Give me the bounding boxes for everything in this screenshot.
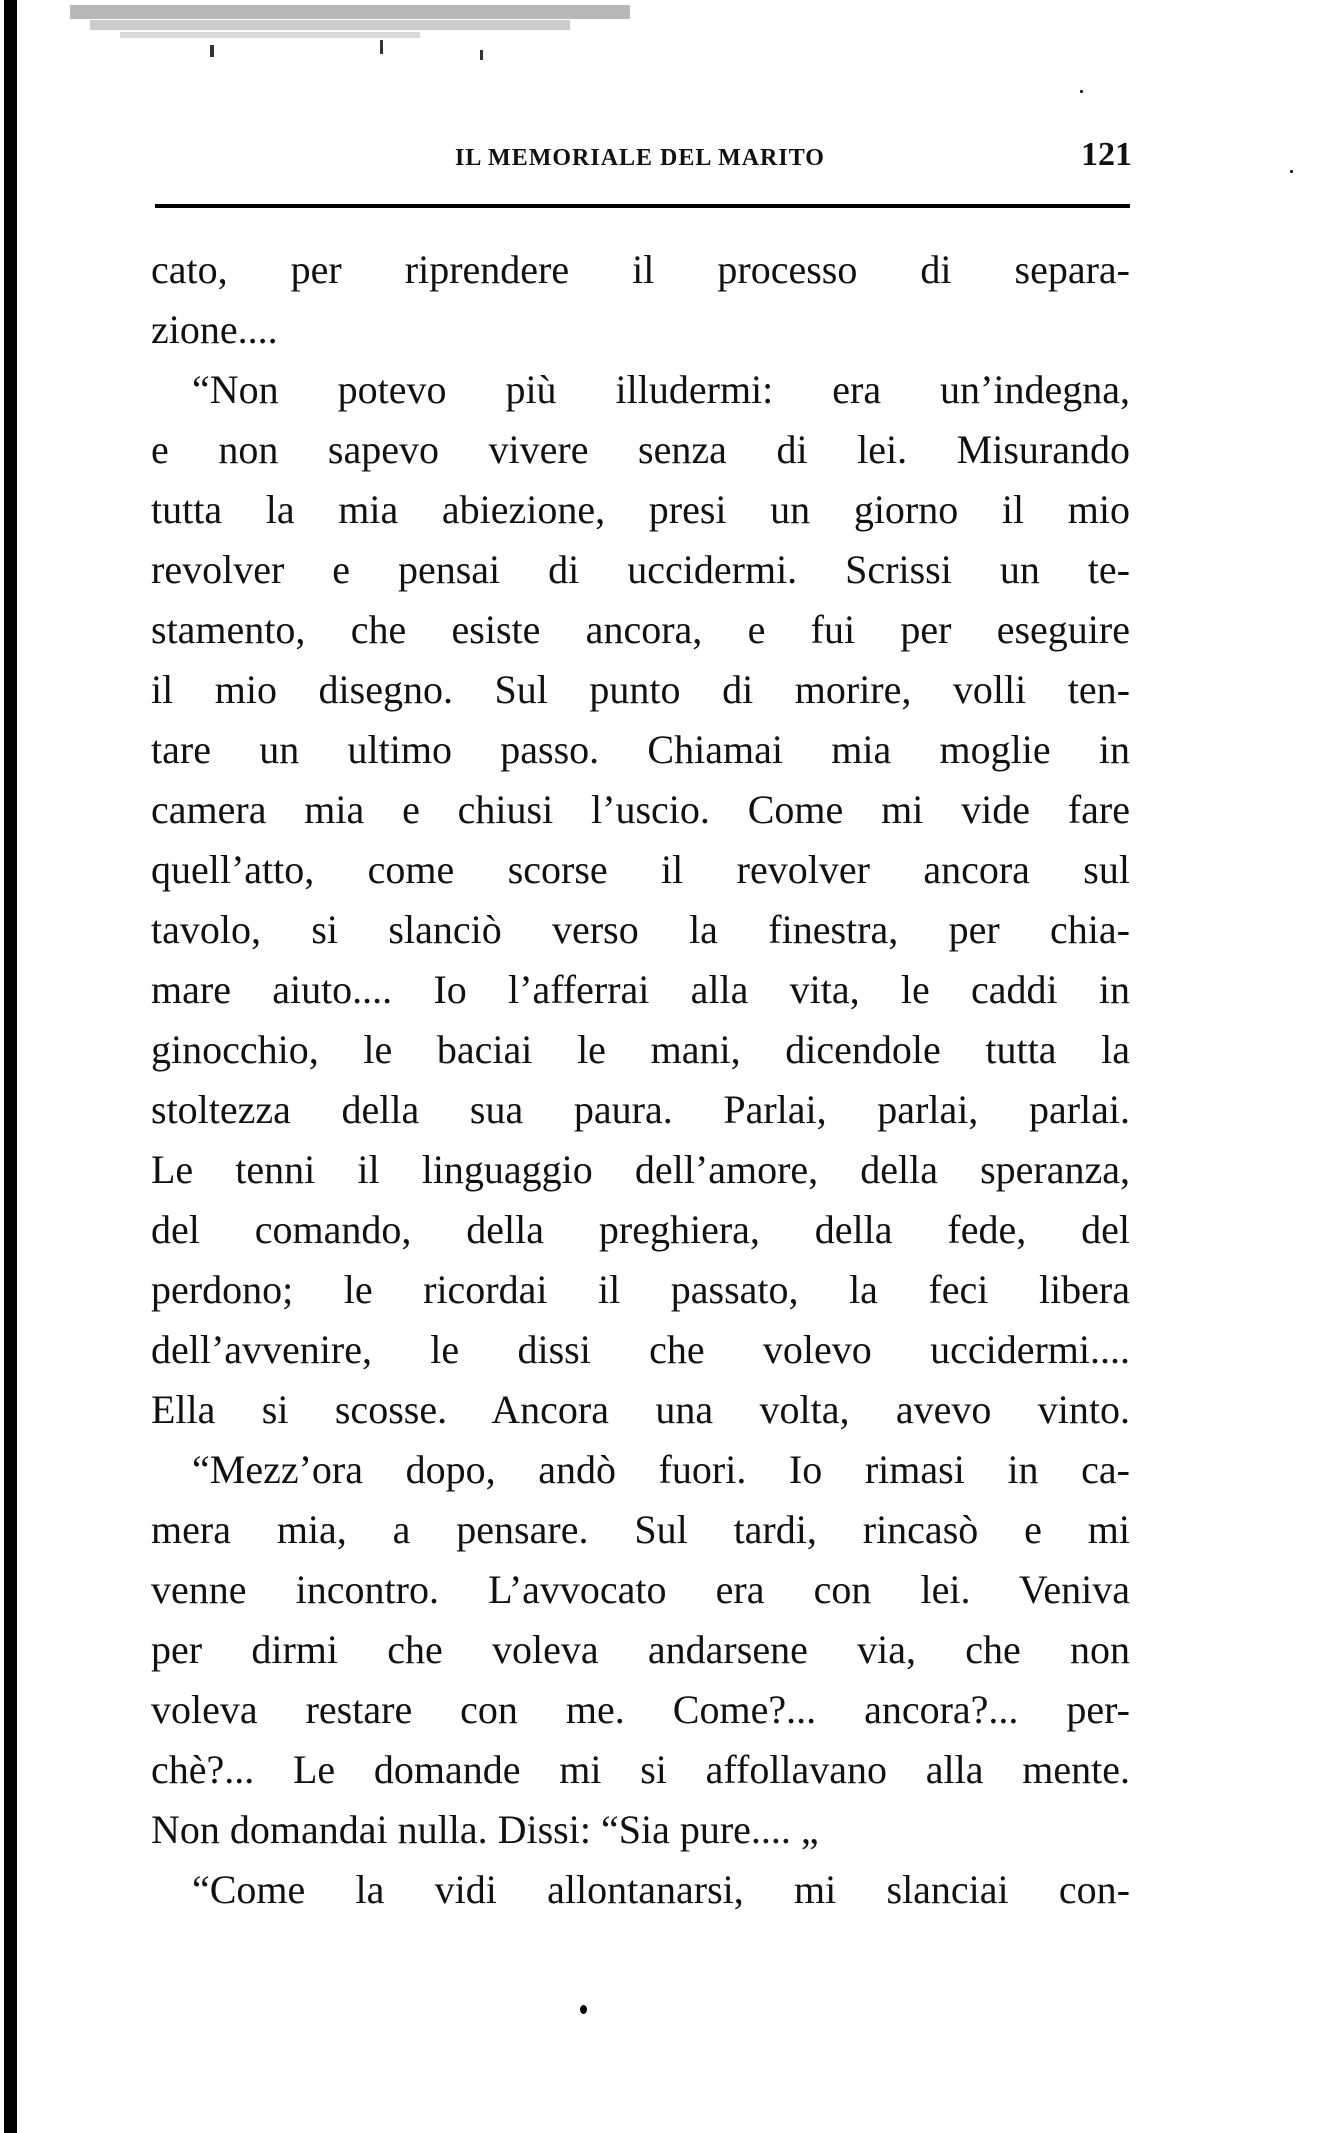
text-line: Non domandai nulla. Dissi: “Sia pure.... „ — [151, 1807, 819, 1852]
text-line: Ella si scosse. Ancora una volta, avevo vinto. — [151, 1387, 1130, 1432]
text-line: ginocchio, le baciai le mani, dicendole tutta la — [151, 1027, 1130, 1072]
text-line: stoltezza della sua paura. Parlai, parlai, parlai. — [151, 1087, 1130, 1132]
text-line: “Mezz’ora dopo, andò fuori. Io rimasi in ca- — [192, 1447, 1130, 1492]
text-line: “Come la vidi allontanarsi, mi slanciai con- — [192, 1867, 1130, 1912]
text-line: chè?... Le domande mi si affollavano alla mente. — [151, 1747, 1130, 1792]
text-line: il mio disegno. Sul punto di morire, volli ten- — [151, 667, 1130, 712]
page-number: 121 — [1081, 136, 1132, 173]
text-line: del comando, della preghiera, della fede, del — [151, 1207, 1130, 1252]
scan-speck — [1080, 90, 1083, 93]
text-line: “Non potevo più illudermi: era un’indegna, — [192, 367, 1130, 412]
text-line: cato, per riprendere il processo di separa- — [151, 247, 1130, 292]
text-line: venne incontro. L’avvocato era con lei. Veniva — [151, 1567, 1130, 1612]
text-line: e non sapevo vivere senza di lei. Misurando — [151, 427, 1130, 472]
header-rule — [155, 204, 1130, 208]
running-title: IL MEMORIALE DEL MARITO — [455, 145, 825, 171]
scan-speck — [580, 2005, 587, 2014]
text-line: camera mia e chiusi l’uscio. Come mi vide fare — [151, 787, 1130, 832]
text-line: revolver e pensai di uccidermi. Scrissi un te- — [151, 547, 1130, 592]
text-line: stamento, che esiste ancora, e fui per eseguire — [151, 607, 1130, 652]
text-line: tavolo, si slanciò verso la finestra, per chia- — [151, 907, 1130, 952]
text-line: mera mia, a pensare. Sul tardi, rincasò e mi — [151, 1507, 1130, 1552]
scan-binding-edge — [4, 0, 17, 2133]
text-line: perdono; le ricordai il passato, la feci libera — [151, 1267, 1130, 1312]
text-line: mare aiuto.... Io l’afferrai alla vita, le caddi in — [151, 967, 1130, 1012]
scan-noise — [60, 0, 660, 90]
text-line: dell’avvenire, le dissi che volevo uccidermi.... — [151, 1327, 1130, 1372]
text-line: Le tenni il linguaggio dell’amore, della speranza, — [151, 1147, 1130, 1192]
text-line: tutta la mia abiezione, presi un giorno il mio — [151, 487, 1130, 532]
scan-speck — [1290, 170, 1293, 173]
text-line: per dirmi che voleva andarsene via, che non — [151, 1627, 1130, 1672]
text-line: quell’atto, come scorse il revolver ancora sul — [151, 847, 1130, 892]
text-line: tare un ultimo passo. Chiamai mia moglie in — [151, 727, 1130, 772]
text-line: zione.... — [151, 307, 278, 352]
text-line: voleva restare con me. Come?... ancora?... per- — [151, 1687, 1130, 1732]
